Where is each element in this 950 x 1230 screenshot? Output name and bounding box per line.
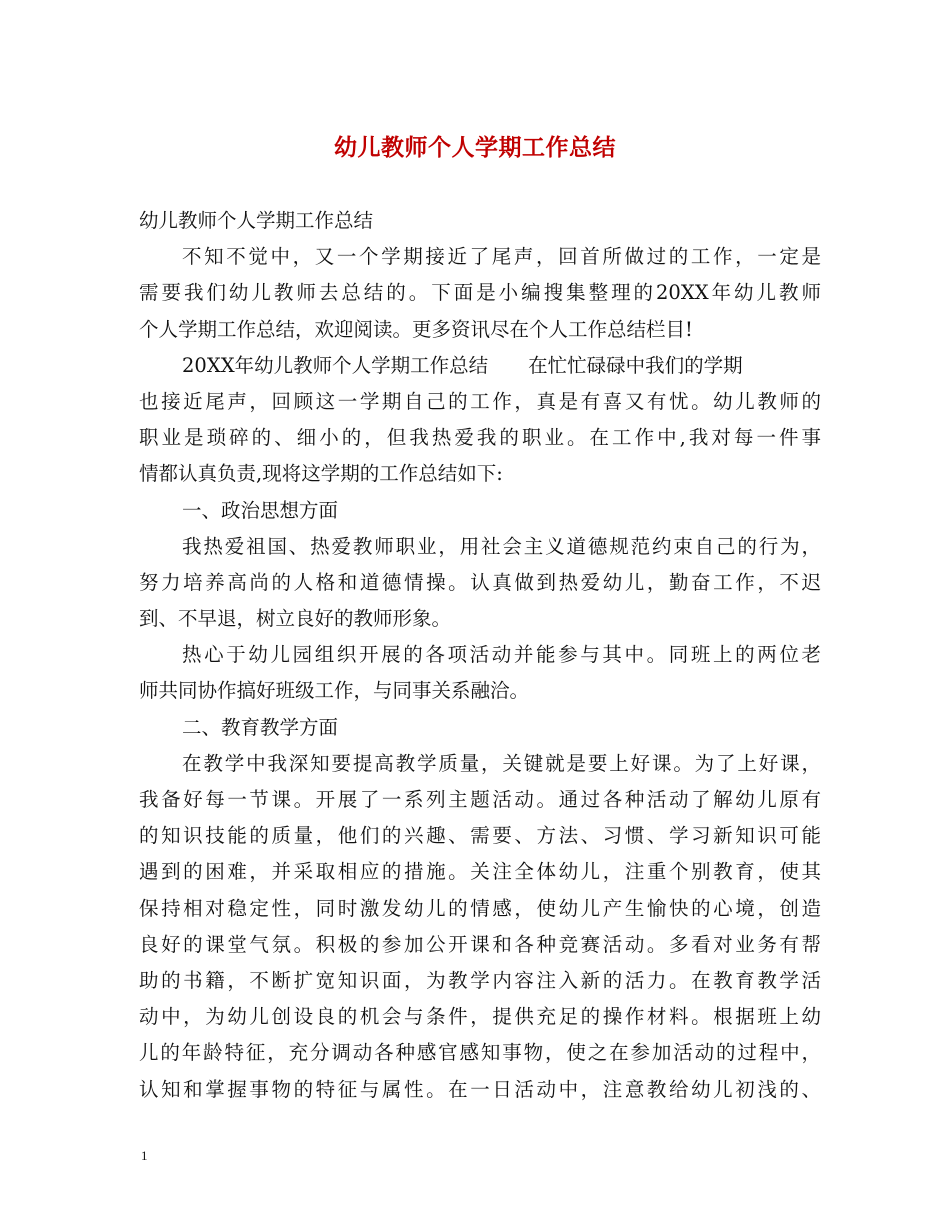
body-line: 职业是琐碎的、细小的，但我热爱我的职业。在工作中,我对每一件事 [139,426,821,450]
body-line-tail: 在忙忙碌碌中我们的学期 [528,353,743,377]
body-line: 遇到的困难，并采取相应的措施。关注全体幼儿，注重个别教育，使其 [139,860,821,884]
body-line: 努力培养高尚的人格和道德情操。认真做到热爱幼儿，勤奋工作，不迟 [139,570,821,594]
body-line: 师共同协作搞好班级工作，与同事关系融洽。 [139,679,530,703]
body-line: 我备好每一节课。开展了一系列主题活动。通过各种活动了解幼儿原有 [139,788,821,811]
body-line: 不知不觉中，又一个学期接近了尾声，回首所做过的工作，一定是 [182,245,821,269]
body-line: 个人学期工作总结，欢迎阅读。更多资讯尽在个人工作总结栏目! [139,317,693,341]
document-body [139,203,821,1108]
subheading-text: 20XX年幼儿教师个人学期工作总结 [182,353,489,377]
body-line-compound [139,348,821,384]
body-line: 认知和掌握事物的特征与属性。在一日活动中，注意教给幼儿初浅的、 [139,1077,821,1101]
body-line: 情都认真负责,现将这学期的工作总结如下: [139,462,503,486]
body-line: 到、不早退，树立良好的教师形象。 [139,607,452,631]
body-line: 也接近尾声，回顾这一学期自己的工作，真是有喜又有忧。幼儿教师的 [139,389,821,413]
body-line: 良好的课堂气氛。积极的参加公开课和各种竞赛活动。多看对业务有帮 [139,932,821,956]
body-line: 在教学中我深知要提高教学质量，关键就是要上好课。为了上好课， [182,751,821,775]
section-heading: 二、教育教学方面 [182,715,339,739]
body-line: 动中，为幼儿创设良的机会与条件，提供充足的操作材料。根据班上幼 [139,1005,821,1029]
body-line: 的知识技能的质量，他们的兴趣、需要、方法、习惯、学习新知识可能 [139,824,821,848]
body-line: 保持相对稳定性，同时激发幼儿的情感，使幼儿产生愉快的心境，创造 [139,896,821,920]
page-number: 1 [141,1148,148,1163]
body-line: 助的书籍，不断扩宽知识面，为教学内容注入新的活力。在教育教学活 [139,968,821,992]
body-line: 幼儿教师个人学期工作总结 [139,209,374,232]
body-line: 热心于幼儿园组织开展的各项活动并能参与其中。同班上的两位老 [182,643,821,667]
body-line: 需要我们幼儿教师去总结的。下面是小编搜集整理的20XX年幼儿教师 [139,281,821,305]
body-line: 儿的年龄特征，充分调动各种感官感知事物，使之在参加活动的过程中， [139,1041,821,1065]
document-title: 幼儿教师个人学期工作总结 [334,134,616,161]
body-line: 我热爱祖国、热爱教师职业，用社会主义道德规范约束自己的行为， [182,534,821,558]
section-heading: 一、政治思想方面 [182,498,339,522]
